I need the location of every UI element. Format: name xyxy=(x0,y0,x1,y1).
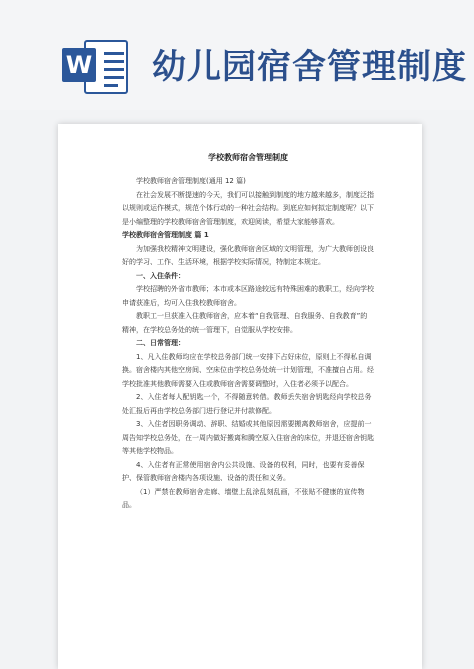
list-item: 1、凡入住教师均应在学校总务部门统一安排下占好床位，原则上不得私自调换。宿舍楼内其他空房间、空床位由学校总务处统一计划管理，不准擅自占用。经学校批准其他教师需要入住或教师宿舍需要调整时，入住者必须予以配合。 xyxy=(122,352,374,388)
body-paragraph: 教职工一旦获准入住教师宿舍，应本着“自我管理、自我服务、自我教育”的精神，在学校总务处的统一管理下，自觉服从学校安排。 xyxy=(122,312,368,334)
document-title: 学校教师宿舍管理制度 xyxy=(208,153,288,162)
document-page xyxy=(58,124,422,669)
list-item: （1）严禁在教师宿舍走廊、墙壁上乱涂乱刻乱画，不张贴不健康的宣传物品。 xyxy=(122,487,365,509)
section-heading: 学校教师宿舍管理制度 篇 1 xyxy=(122,231,209,239)
word-document-icon xyxy=(62,36,130,98)
word-logo-letter: W xyxy=(62,48,96,82)
body-paragraph: 为加强我校精神文明建设，强化教师宿舍区域的文明管理，为广大教师创设良好的学习、工作、生活环境，根据学校实际情况，特制定本规定。 xyxy=(122,244,374,266)
list-item: 3、入住者因职务调动、辞职、结婚或其他原因需要搬离教师宿舍，应提前一周告知学校总务处，在一周内做好搬离和腾空原入住宿舍的床位，并退还宿舍钥匙等其他学校物品。 xyxy=(122,420,374,455)
body-paragraph: 学校招聘的外省市教师；本市或本区路途较远有特殊困难的教职工，经向学校申请获准后，均可入住我校教师宿舍。 xyxy=(122,285,374,307)
document-body xyxy=(122,152,374,513)
list-item: 4、入住者有正常使用宿舍内公共设施、设备的权利，同时，也要有妥善保护、保管教师宿舍楼内各项设施、设备的责任和义务。 xyxy=(122,460,365,482)
list-item: 2、入住者每人配钥匙一个，不得随意转借。教师丢失宿舍钥匙经向学校总务处汇报后再由学校总务部门进行登记并付款修配。 xyxy=(122,393,372,415)
header-banner xyxy=(0,0,474,110)
document-subtitle: 学校教师宿舍管理制度(通用 12 篇) xyxy=(136,177,246,185)
intro-paragraph: 在社会发展不断提速的今天，我们可以接触到制度的地方越来越多，制度泛指以规则或运作模式，规范个体行动的一种社会结构。到底应如何拟定制度呢？以下是小编整理的学校教师宿舍管理制度，欢迎阅读，希望大家能够喜欢。 xyxy=(122,190,374,226)
page-title: 幼儿园宿舍管理制度 xyxy=(152,47,467,87)
subsection-heading: 一、入住条件： xyxy=(136,271,185,280)
subsection-heading: 二、日常管理： xyxy=(136,339,185,347)
